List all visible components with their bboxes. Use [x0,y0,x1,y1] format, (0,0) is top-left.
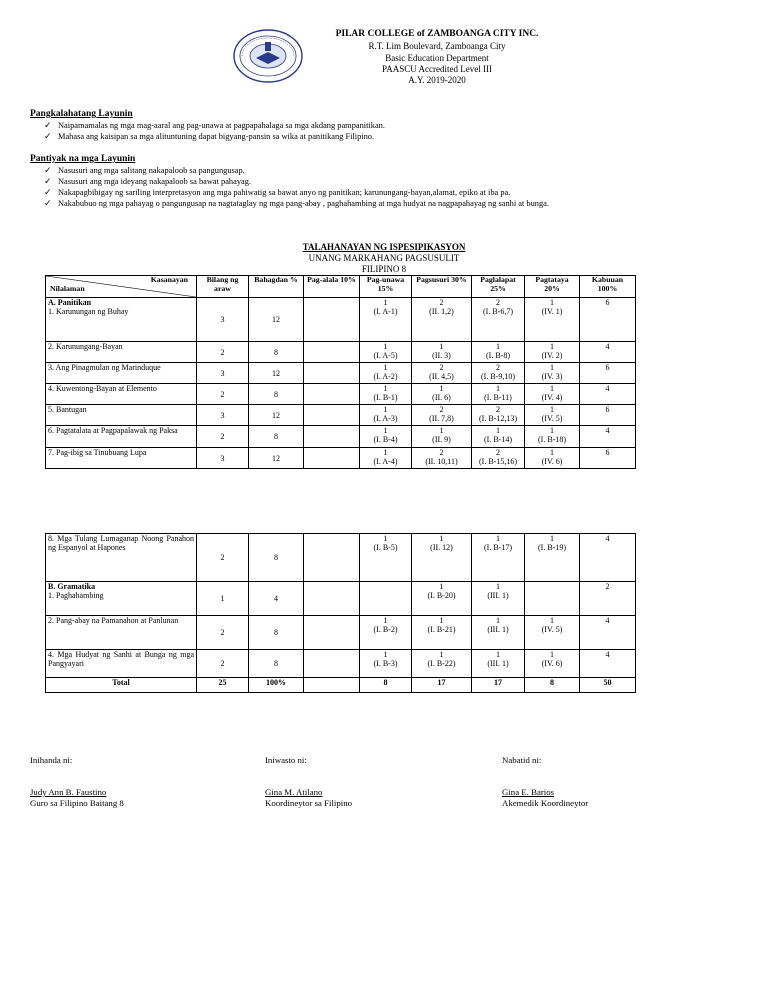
days-cell: 3 [197,363,249,384]
table-title: TALAHANAYAN NG ISPESIPIKASYON [302,242,466,252]
totals-unawa: 8 [360,678,412,693]
specific-objectives-title: Pantiyak na mga Layunin [30,154,136,164]
days-cell: 3 [197,448,249,469]
alala-cell [304,384,360,405]
header-kabuuan: Kabuuan 100% [580,276,636,298]
item-count: 1 [383,426,388,435]
suri-cell [412,426,472,448]
item-reference: (I. B-15,16) [479,457,517,466]
days-cell: 1 [197,582,249,616]
item-reference: (II. 3) [432,351,451,360]
header-pagsusuri: Pagsusuri 30% [412,276,472,298]
signatory-position: Akemedik Koordineytor [502,798,589,808]
item-reference: (I. B-12,13) [479,414,517,423]
school-year: A.Y. 2019-2020 [408,75,466,85]
header-kasanayan: Kasanayan [150,275,188,284]
item-reference: (I. B-20) [427,591,456,600]
item-reference: (I. B-2) [373,625,398,634]
unawa-cell [360,363,412,384]
header-diagonal-cell [46,276,197,298]
total-cell: 6 [580,405,636,426]
item-count: 1 [550,384,554,393]
signatory-block [502,787,588,809]
content-cell [46,650,197,678]
item-reference: (IV. 5) [541,625,563,634]
checkmark-icon: ✓ [44,131,52,141]
signatory-block [30,787,124,809]
alala-cell [304,405,360,426]
item-reference: (IV. 6) [541,659,563,668]
specific-objective-item: ✓ Nakapagbibigay ng sariling interpretasyon ang mga pahiwatig sa bawat anyo ng panitikan; karunungang-bayan,alamat, epiko at iba pa. [44,187,511,197]
content-cell [46,582,197,616]
item-count: 1 [383,363,388,372]
role-label-noted: Nabatid ni: [502,755,542,765]
total-cell: 4 [580,616,636,650]
item-reference: (IV. 1) [541,307,563,316]
topic-label: 2. Pang-abay na Pamanahon at Panlunan [48,616,179,625]
totals-percent: 100% [249,678,304,693]
lapat-cell [472,342,525,363]
unawa-cell [360,298,412,342]
topic-label: 2. Karunungang-Bayan [48,342,123,351]
lapat-cell [472,426,525,448]
unawa-cell [360,616,412,650]
item-count: 1 [439,426,444,435]
item-count: 1 [550,363,554,372]
totals-total: 50 [580,678,636,693]
item-count: 1 [550,405,554,414]
table-2-body [46,534,636,678]
specific-objective-item: ✓ Nakabubuo ng mga pahayag o pangungusap na nagtataglay ng mga pang-abay , paghahambing at mga hudyat na nagpapahayag ng sanhi at bunga. [44,198,549,208]
item-count: 1 [439,616,444,625]
item-count: 1 [383,384,388,393]
specific-objective-item: ✓ Nasusuri ang mga ideyang nakapaloob sa bawat pahayag. [44,176,252,186]
taya-cell [525,616,580,650]
percent-cell: 8 [249,534,304,582]
signatory-position: Guro sa Filipino Baitang 8 [30,798,124,808]
percent-cell: 8 [249,616,304,650]
signatory-name: Judy Ann B. Faustino [30,787,107,797]
unawa-cell [360,448,412,469]
days-cell: 2 [197,650,249,678]
item-reference: (I. B-22) [427,659,456,668]
item-count: 2 [439,363,444,372]
item-count: 1 [383,448,388,457]
item-count: 2 [439,448,444,457]
lapat-cell [472,384,525,405]
item-reference: (I. A-2) [373,372,398,381]
lapat-cell [472,582,525,616]
suri-cell [412,298,472,342]
taya-cell [525,384,580,405]
alala-cell [304,616,360,650]
item-reference: (I. A-4) [373,457,398,466]
content-cell [46,342,197,363]
alala-cell [304,363,360,384]
total-cell: 4 [580,384,636,405]
table-row [46,363,636,384]
item-count: 2 [496,448,500,457]
total-cell: 4 [580,342,636,363]
item-reference: (I. B-5) [373,543,398,552]
item-reference: (I. A-1) [373,307,398,316]
percent-cell: 8 [249,342,304,363]
table-row [46,298,636,342]
unawa-cell [360,384,412,405]
item-reference: (I. B-4) [373,435,398,444]
content-cell [46,534,197,582]
percent-cell: 8 [249,384,304,405]
department: Basic Education Department [385,53,489,63]
topic-label: 6. Pagtatalata at Pagpapalawak ng Paksa [48,426,178,435]
unawa-cell [360,426,412,448]
item-reference: (I. B-6,7) [483,307,513,316]
item-count: 1 [439,342,444,351]
item-count: 2 [439,405,444,414]
item-count: 1 [383,616,388,625]
alala-cell [304,650,360,678]
item-count: 1 [496,582,500,591]
header-bahagdan: Bahagdan % [249,276,304,298]
item-count: 1 [550,426,554,435]
signatory-position: Koordineytor sa Filipino [265,798,352,808]
percent-cell: 12 [249,405,304,426]
item-count: 1 [439,650,444,659]
alala-cell [304,534,360,582]
days-cell: 3 [197,405,249,426]
header-paglalapat: Paglalapat 25% [472,276,525,298]
specification-table-1 [45,275,636,469]
table-row [46,616,636,650]
totals-taya: 8 [525,678,580,693]
item-count: 1 [550,534,554,543]
role-label-checked: Iniwasto ni: [265,755,307,765]
item-reference: (II. 1,2) [429,307,454,316]
table-row [46,448,636,469]
content-cell [46,363,197,384]
total-cell: 6 [580,448,636,469]
item-reference: (I. B-17) [484,543,512,552]
taya-cell [525,426,580,448]
content-cell [46,448,197,469]
alala-cell [304,448,360,469]
totals-row [46,678,636,693]
item-reference: (IV. 2) [541,351,563,360]
item-reference: (I. B-8) [486,351,510,360]
taya-cell [525,582,580,616]
header-nilalaman: Nilalaman [50,283,85,293]
checkmark-icon: ✓ [44,176,52,186]
signatory-block [265,787,352,809]
item-count: 1 [496,650,500,659]
topic-label: 1. Karunungan ng Buhay [48,307,129,316]
days-cell: 2 [197,426,249,448]
general-objective-item: ✓ Mahasa ang kaisipan sa mga alituntuning dapat bigyang-pansin sa wika at panitikang Filipino. [44,131,375,141]
suri-cell [412,616,472,650]
content-cell [46,426,197,448]
percent-cell: 12 [249,298,304,342]
exam-title: UNANG MARKAHANG PAGSUSULIT [308,253,460,263]
school-name: PILAR COLLEGE of ZAMBOANGA CITY INC. [335,29,539,39]
diagonal-line [46,276,196,297]
item-reference: (III. 1) [487,625,509,634]
days-cell: 2 [197,534,249,582]
item-count: 2 [496,298,500,307]
item-reference: (I. B-14) [484,435,512,444]
totals-suri: 17 [412,678,472,693]
alala-cell [304,298,360,342]
general-objective-item: ✓ Naipamamalas ng mga mag-aaral ang pag-unawa at pagpapahalaga sa mga akdang pampanitikan. [44,120,385,130]
unawa-cell [360,650,412,678]
content-cell [46,405,197,426]
taya-cell [525,363,580,384]
totals-lapat: 17 [472,678,525,693]
table-row [46,582,636,616]
lapat-cell [472,405,525,426]
lapat-cell [472,298,525,342]
item-count: 1 [550,616,554,625]
item-reference: (III. 1) [487,591,509,600]
item-count: 2 [439,298,444,307]
suri-cell [412,342,472,363]
percent-cell: 12 [249,448,304,469]
topic-label: 4. Kuwentong-Bayan at Elemento [48,384,157,393]
content-cell [46,384,197,405]
general-objectives-title: Pangkalahatang Layunin [30,109,133,119]
item-reference: (III. 1) [487,659,509,668]
lapat-cell [472,650,525,678]
days-cell: 2 [197,384,249,405]
topic-label: 3. Ang Pinagmulan ng Marinduque [48,363,161,372]
topic-label: 1. Paghahambing [48,591,104,600]
percent-cell: 4 [249,582,304,616]
totals-alala [304,678,360,693]
item-count: 1 [496,616,500,625]
item-reference: (I. B-21) [427,625,456,634]
item-count: 1 [550,650,554,659]
percent-cell: 8 [249,650,304,678]
header-pag-unawa: Pag-unawa 15% [360,276,412,298]
percent-cell: 12 [249,363,304,384]
total-cell: 6 [580,363,636,384]
item-reference: (II. 7,8) [429,414,454,423]
unawa-cell [360,582,412,616]
taya-cell [525,405,580,426]
totals-days: 25 [197,678,249,693]
item-reference: (I. B-1) [373,393,398,402]
total-cell: 4 [580,650,636,678]
table-row [46,342,636,363]
checkmark-icon: ✓ [44,187,52,197]
days-cell: 3 [197,298,249,342]
unawa-cell [360,405,412,426]
item-reference: (I. A-3) [373,414,398,423]
suri-cell [412,582,472,616]
taya-cell [525,298,580,342]
content-cell [46,616,197,650]
item-reference: (II. 9) [432,435,451,444]
item-count: 1 [383,298,388,307]
item-count: 1 [550,448,554,457]
header-pagtataya: Pagtataya 20% [525,276,580,298]
unawa-cell [360,342,412,363]
item-reference: (IV. 4) [541,393,563,402]
signatory-name: Gina E. Barios [502,787,555,797]
total-cell: 2 [580,582,636,616]
alala-cell [304,426,360,448]
suri-cell [412,534,472,582]
suri-cell [412,405,472,426]
item-count: 1 [383,405,388,414]
item-count: 2 [496,363,500,372]
section-label: A. Panitikan [48,298,92,307]
item-reference: (I. B-19) [538,543,566,552]
checkmark-icon: ✓ [44,120,52,130]
specification-table-2 [45,533,636,693]
suri-cell [412,448,472,469]
totals-label: Total [46,678,197,693]
lapat-cell [472,534,525,582]
unawa-cell [360,534,412,582]
item-count: 1 [439,582,444,591]
topic-label: 7. Pag-ibig sa Tinubuang Lupa [48,448,147,457]
item-count: 2 [496,405,500,414]
header-pag-alala: Pag-alala 10% [304,276,360,298]
item-reference: (I. B-18) [538,435,566,444]
item-count: 1 [383,342,388,351]
total-cell: 4 [580,534,636,582]
topic-label: 8. Mga Tulang Lumaganap Noong Panahon ng Espanyol at Hapones [48,534,194,552]
item-reference: (I. B-9,10) [481,372,515,381]
table-1-body [46,298,636,469]
item-reference: (I. B-3) [373,659,398,668]
total-cell: 4 [580,426,636,448]
lapat-cell [472,448,525,469]
days-cell: 2 [197,342,249,363]
suri-cell [412,384,472,405]
item-count: 1 [496,534,500,543]
total-cell: 6 [580,298,636,342]
suri-cell [412,650,472,678]
lapat-cell [472,616,525,650]
item-reference: (IV. 3) [541,372,563,381]
item-reference: (I. A-5) [373,351,398,360]
table-row [46,650,636,678]
content-cell [46,298,197,342]
item-count: 1 [550,342,554,351]
checkmark-icon: ✓ [44,165,52,175]
section-label: B. Gramatika [48,582,96,591]
item-count: 1 [383,534,388,543]
item-count: 1 [496,384,500,393]
taya-cell [525,448,580,469]
alala-cell [304,582,360,616]
table-row [46,534,636,582]
subject-title: FILIPINO 8 [361,264,407,274]
taya-cell [525,534,580,582]
header-bilang-ng-araw: Bilang ng araw [197,276,249,298]
item-reference: (II. 6) [432,393,451,402]
item-count: 1 [496,342,500,351]
percent-cell: 8 [249,426,304,448]
topic-label: 4. Mga Hudyat ng Sanhi at Bunga ng mga Pangyayari [48,650,194,668]
taya-cell [525,342,580,363]
item-count: 1 [439,384,444,393]
role-label-prepared: Inihanda ni: [30,755,73,765]
item-count: 1 [383,650,388,659]
item-reference: (I. B-11) [484,393,512,402]
days-cell: 2 [197,616,249,650]
signatory-name: Gina M. Atilano [265,787,323,797]
taya-cell [525,650,580,678]
topic-label: 5. Bantugan [48,405,87,414]
lapat-cell [472,363,525,384]
item-count: 1 [496,426,500,435]
item-count: 1 [550,298,554,307]
item-reference: (IV. 6) [541,457,563,466]
item-reference: (II. 10,11) [425,457,458,466]
item-count: 1 [439,534,444,543]
table-row [46,384,636,405]
accreditation: PAASCU Accredited Level III [382,64,492,74]
item-reference: (II. 12) [430,543,453,552]
item-reference: (II. 4,5) [429,372,454,381]
suri-cell [412,363,472,384]
table-row [46,405,636,426]
table-row [46,426,636,448]
school-address: R.T. Lim Boulevard, Zamboanga City [368,41,506,51]
checkmark-icon: ✓ [44,198,52,208]
alala-cell [304,342,360,363]
specific-objective-item: ✓ Nasusuri ang mga salitang nakapaloob sa pangungusap. [44,165,245,175]
item-reference: (IV. 5) [541,414,563,423]
